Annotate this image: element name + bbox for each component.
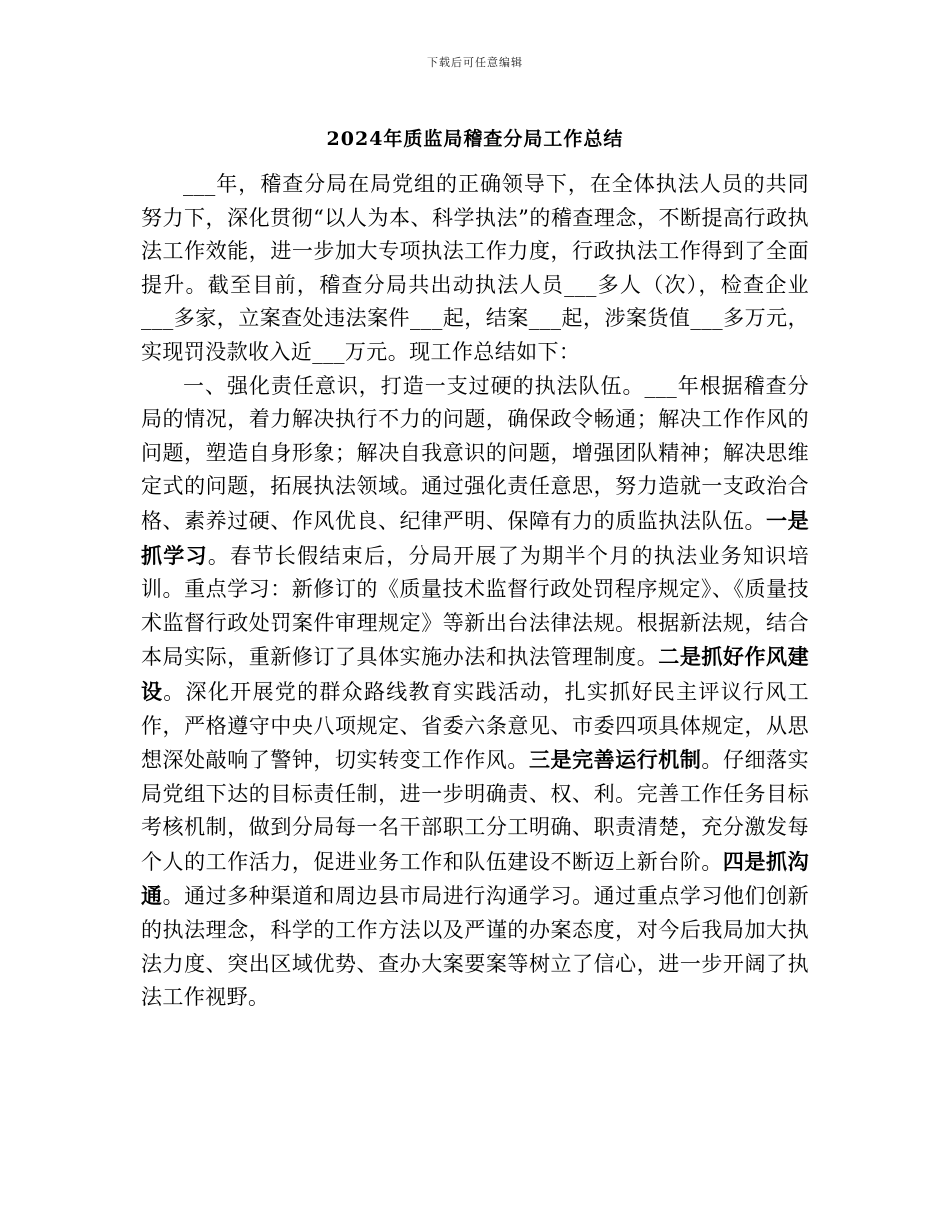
text-segment: 。深化开展党的群众路线教育实践活动，扎实抓好民主评议行风工作，严格遵守中央八项规定、省委六条意见、市委四项具体规定，从思想深处敲响了警钟，切实转变工作作风。 — [141, 679, 809, 773]
text-segment: 一、强化责任意识，打造一支过硬的执法队伍。___年根据稽查分局的情况，着力解决执行不力的问题，确保政令畅通；解决工作作风的问题，塑造自身形象；解决自我意识的问题，增强团队精神；解决思维定式的问题，拓展执法领域。通过强化责任意思，努力造就一支政治合格、素养过硬、作风优良、纪律严明、保障有力的质监执法队伍。 — [141, 373, 809, 533]
bold-heading-communication: 四是抓沟通 — [141, 848, 809, 909]
text-segment: ___年，稽查分局在局党组的正确领导下，在全体执法人员的共同努力下，深化贯彻“以人为本、科学执法”的稽查理念，不断提高行政执法工作效能，进一步加大专项执法工作力度，行政执法工作得到了全面提升。截至目前，稽查分局共出动执法人员___多人（次），检查企业___多家，立案查处违法案件___起，结案___起，涉案货值___多万元，实现罚没款收入近___万元。现工作总结如下： — [141, 172, 809, 364]
document-title: 2024年质监局稽查分局工作总结 — [326, 128, 624, 150]
page-header-note: 下载后可任意编辑 — [427, 56, 523, 69]
bold-heading-style: 二是抓好作风建设 — [141, 644, 809, 704]
text-segment: 。通过多种渠道和周边县市局进行沟通学习。通过重点学习他们创新的执法理念，科学的工作方法以及严谨的办案态度，对今后我局加大执法力度、突出区域优势、查办大案要案等树立了信心，进一步开阔了执法工作视野。 — [141, 884, 810, 1010]
text-segment: 。仔细落实局党组下达的目标责任制，进一步明确责、权、利。完善工作任务目标考核机制，做到分局每一名干部职工分工明确、职责清楚，充分激发每个人的工作活力，促进业务工作和队伍建设不断迈上新台阶。 — [141, 748, 810, 874]
bold-heading-study: 一是抓学习 — [141, 507, 809, 568]
document-body — [141, 168, 809, 1015]
text-segment: 。春节长假结束后，分局开展了为期半个月的执法业务知识培训。重点学习：新修订的《质量技术监督行政处罚程序规定》、《质量技术监督行政处罚案件审理规定》等新出台法律法规。根据新法规，结合本局实际，重新修订了具体实施办法和执法管理制度。 — [141, 543, 809, 670]
paragraph-section-one — [141, 370, 809, 1015]
bold-heading-mechanism: 三是完善运行机制 — [528, 747, 702, 773]
paragraph-intro — [141, 168, 809, 370]
